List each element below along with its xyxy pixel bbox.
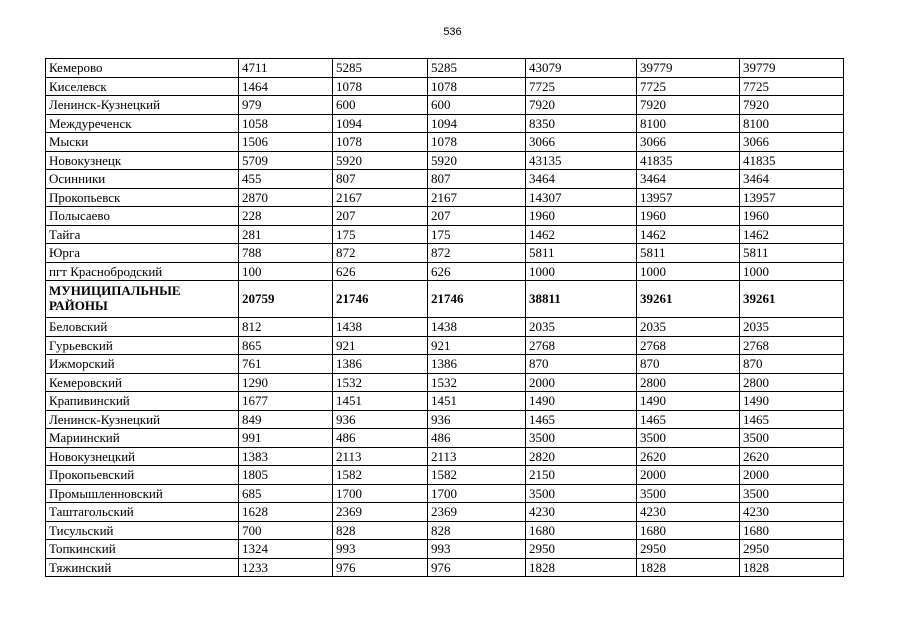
table-row xyxy=(46,244,844,263)
value-cell: 1680 xyxy=(526,521,637,540)
value-cell: 921 xyxy=(428,336,526,355)
value-cell: 936 xyxy=(428,410,526,429)
value-cell: 1532 xyxy=(333,373,428,392)
value-cell: 4230 xyxy=(637,503,740,522)
row-name-cell: Прокопьевск xyxy=(46,188,239,207)
table-row xyxy=(46,355,844,374)
value-cell: 39779 xyxy=(637,59,740,78)
value-cell: 3066 xyxy=(637,133,740,152)
value-cell: 872 xyxy=(428,244,526,263)
page-number: 536 xyxy=(443,26,462,38)
value-cell: 700 xyxy=(239,521,333,540)
value-cell: 13957 xyxy=(637,188,740,207)
value-cell: 812 xyxy=(239,318,333,337)
value-cell: 2167 xyxy=(428,188,526,207)
value-cell: 1960 xyxy=(637,207,740,226)
value-cell: 870 xyxy=(740,355,844,374)
row-name-cell: Междуреченск xyxy=(46,114,239,133)
row-name-cell: Ленинск-Кузнецкий xyxy=(46,96,239,115)
value-cell: 3066 xyxy=(740,133,844,152)
value-cell: 486 xyxy=(428,429,526,448)
value-cell: 1386 xyxy=(333,355,428,374)
value-cell: 921 xyxy=(333,336,428,355)
value-cell: 1386 xyxy=(428,355,526,374)
value-cell: 1960 xyxy=(740,207,844,226)
value-cell: 2950 xyxy=(740,540,844,559)
value-cell: 1058 xyxy=(239,114,333,133)
value-cell: 2167 xyxy=(333,188,428,207)
value-cell: 7725 xyxy=(740,77,844,96)
table-row xyxy=(46,410,844,429)
value-cell: 2950 xyxy=(637,540,740,559)
value-cell: 1490 xyxy=(740,392,844,411)
row-name-cell: Юрга xyxy=(46,244,239,263)
value-cell: 2113 xyxy=(333,447,428,466)
row-name-cell: МУНИЦИПАЛЬНЫЕ РАЙОНЫ xyxy=(46,281,239,318)
value-cell: 1438 xyxy=(333,318,428,337)
value-cell: 2800 xyxy=(637,373,740,392)
value-cell: 38811 xyxy=(526,281,637,318)
table-row xyxy=(46,521,844,540)
value-cell: 1960 xyxy=(526,207,637,226)
row-name-cell: Мыски xyxy=(46,133,239,152)
table-row xyxy=(46,336,844,355)
value-cell: 2035 xyxy=(740,318,844,337)
value-cell: 1465 xyxy=(740,410,844,429)
value-cell: 626 xyxy=(428,262,526,281)
value-cell: 5920 xyxy=(333,151,428,170)
value-cell: 2620 xyxy=(740,447,844,466)
value-cell: 849 xyxy=(239,410,333,429)
value-cell: 2035 xyxy=(526,318,637,337)
value-cell: 1700 xyxy=(428,484,526,503)
row-name-cell: Полысаево xyxy=(46,207,239,226)
row-name-cell: Прокопьевский xyxy=(46,466,239,485)
value-cell: 7725 xyxy=(637,77,740,96)
value-cell: 41835 xyxy=(740,151,844,170)
value-cell: 8100 xyxy=(637,114,740,133)
value-cell: 3464 xyxy=(740,170,844,189)
row-name-cell: Ижморский xyxy=(46,355,239,374)
value-cell: 828 xyxy=(428,521,526,540)
value-cell: 991 xyxy=(239,429,333,448)
value-cell: 39261 xyxy=(740,281,844,318)
value-cell: 2870 xyxy=(239,188,333,207)
value-cell: 207 xyxy=(333,207,428,226)
value-cell: 2768 xyxy=(526,336,637,355)
value-cell: 3500 xyxy=(637,484,740,503)
value-cell: 1451 xyxy=(333,392,428,411)
value-cell: 1805 xyxy=(239,466,333,485)
value-cell: 600 xyxy=(333,96,428,115)
value-cell: 1828 xyxy=(526,558,637,577)
table-row xyxy=(46,540,844,559)
table-row xyxy=(46,392,844,411)
value-cell: 872 xyxy=(333,244,428,263)
value-cell: 4230 xyxy=(740,503,844,522)
value-cell: 993 xyxy=(333,540,428,559)
value-cell: 865 xyxy=(239,336,333,355)
value-cell: 2620 xyxy=(637,447,740,466)
value-cell: 600 xyxy=(428,96,526,115)
value-cell: 3500 xyxy=(740,484,844,503)
row-name-cell: Промышленновский xyxy=(46,484,239,503)
table-row xyxy=(46,188,844,207)
value-cell: 1680 xyxy=(740,521,844,540)
row-name-cell: Киселевск xyxy=(46,77,239,96)
value-cell: 870 xyxy=(526,355,637,374)
value-cell: 2800 xyxy=(740,373,844,392)
value-cell: 2950 xyxy=(526,540,637,559)
row-name-cell: Беловский xyxy=(46,318,239,337)
table-row xyxy=(46,373,844,392)
table-group-row xyxy=(46,281,844,318)
value-cell: 1464 xyxy=(239,77,333,96)
value-cell: 3464 xyxy=(526,170,637,189)
value-cell: 1462 xyxy=(526,225,637,244)
value-cell: 2369 xyxy=(428,503,526,522)
value-cell: 3500 xyxy=(526,429,637,448)
value-cell: 4230 xyxy=(526,503,637,522)
table-body xyxy=(46,59,844,577)
value-cell: 1000 xyxy=(637,262,740,281)
value-cell: 626 xyxy=(333,262,428,281)
value-cell: 685 xyxy=(239,484,333,503)
table-row xyxy=(46,262,844,281)
row-name-cell: Кемеровский xyxy=(46,373,239,392)
value-cell: 39779 xyxy=(740,59,844,78)
table-row xyxy=(46,207,844,226)
value-cell: 1680 xyxy=(637,521,740,540)
table-row xyxy=(46,503,844,522)
table-row xyxy=(46,558,844,577)
value-cell: 1383 xyxy=(239,447,333,466)
row-name-cell: Ленинск-Кузнецкий xyxy=(46,410,239,429)
value-cell: 979 xyxy=(239,96,333,115)
value-cell: 1465 xyxy=(637,410,740,429)
value-cell: 1078 xyxy=(428,77,526,96)
value-cell: 7920 xyxy=(526,96,637,115)
value-cell: 1078 xyxy=(428,133,526,152)
table-row xyxy=(46,133,844,152)
table-row xyxy=(46,77,844,96)
value-cell: 1506 xyxy=(239,133,333,152)
value-cell: 41835 xyxy=(637,151,740,170)
value-cell: 2768 xyxy=(740,336,844,355)
table-row xyxy=(46,114,844,133)
value-cell: 936 xyxy=(333,410,428,429)
value-cell: 2000 xyxy=(740,466,844,485)
value-cell: 1290 xyxy=(239,373,333,392)
table-row xyxy=(46,151,844,170)
value-cell: 4711 xyxy=(239,59,333,78)
value-cell: 207 xyxy=(428,207,526,226)
row-name-cell: Тайга xyxy=(46,225,239,244)
value-cell: 1078 xyxy=(333,133,428,152)
row-name-cell: Крапивинский xyxy=(46,392,239,411)
value-cell: 1233 xyxy=(239,558,333,577)
value-cell: 43135 xyxy=(526,151,637,170)
value-cell: 228 xyxy=(239,207,333,226)
value-cell: 20759 xyxy=(239,281,333,318)
table-row xyxy=(46,59,844,78)
value-cell: 21746 xyxy=(428,281,526,318)
value-cell: 281 xyxy=(239,225,333,244)
value-cell: 1000 xyxy=(740,262,844,281)
value-cell: 2000 xyxy=(526,373,637,392)
value-cell: 1094 xyxy=(428,114,526,133)
value-cell: 5709 xyxy=(239,151,333,170)
data-table xyxy=(45,58,844,577)
value-cell: 3500 xyxy=(740,429,844,448)
row-name-cell: Тисульский xyxy=(46,521,239,540)
table-row xyxy=(46,96,844,115)
value-cell: 5811 xyxy=(637,244,740,263)
table-row xyxy=(46,429,844,448)
value-cell: 1438 xyxy=(428,318,526,337)
row-name-cell: Новокузнецкий xyxy=(46,447,239,466)
table-row xyxy=(46,447,844,466)
value-cell: 1828 xyxy=(740,558,844,577)
value-cell: 828 xyxy=(333,521,428,540)
row-name-cell: Топкинский xyxy=(46,540,239,559)
value-cell: 486 xyxy=(333,429,428,448)
value-cell: 2000 xyxy=(637,466,740,485)
value-cell: 7920 xyxy=(740,96,844,115)
value-cell: 1582 xyxy=(428,466,526,485)
value-cell: 3500 xyxy=(526,484,637,503)
value-cell: 1490 xyxy=(526,392,637,411)
row-name-cell: Кемерово xyxy=(46,59,239,78)
value-cell: 1532 xyxy=(428,373,526,392)
table-row xyxy=(46,466,844,485)
value-cell: 1324 xyxy=(239,540,333,559)
value-cell: 21746 xyxy=(333,281,428,318)
value-cell: 1462 xyxy=(637,225,740,244)
table-row xyxy=(46,484,844,503)
value-cell: 1451 xyxy=(428,392,526,411)
value-cell: 8350 xyxy=(526,114,637,133)
value-cell: 2768 xyxy=(637,336,740,355)
value-cell: 1000 xyxy=(526,262,637,281)
value-cell: 1677 xyxy=(239,392,333,411)
value-cell: 1078 xyxy=(333,77,428,96)
value-cell: 807 xyxy=(333,170,428,189)
value-cell: 3066 xyxy=(526,133,637,152)
value-cell: 807 xyxy=(428,170,526,189)
row-name-cell: Тяжинский xyxy=(46,558,239,577)
row-name-cell: Таштагольский xyxy=(46,503,239,522)
value-cell: 39261 xyxy=(637,281,740,318)
value-cell: 5811 xyxy=(740,244,844,263)
value-cell: 2150 xyxy=(526,466,637,485)
table-row xyxy=(46,318,844,337)
value-cell: 993 xyxy=(428,540,526,559)
value-cell: 455 xyxy=(239,170,333,189)
value-cell: 870 xyxy=(637,355,740,374)
value-cell: 1828 xyxy=(637,558,740,577)
value-cell: 788 xyxy=(239,244,333,263)
value-cell: 100 xyxy=(239,262,333,281)
row-name-cell: Гурьевский xyxy=(46,336,239,355)
value-cell: 2369 xyxy=(333,503,428,522)
row-name-cell: Новокузнецк xyxy=(46,151,239,170)
value-cell: 3500 xyxy=(637,429,740,448)
value-cell: 13957 xyxy=(740,188,844,207)
value-cell: 5811 xyxy=(526,244,637,263)
value-cell: 175 xyxy=(333,225,428,244)
value-cell: 1628 xyxy=(239,503,333,522)
row-name-cell: Мариинский xyxy=(46,429,239,448)
value-cell: 43079 xyxy=(526,59,637,78)
row-name-cell: Осинники xyxy=(46,170,239,189)
value-cell: 2113 xyxy=(428,447,526,466)
value-cell: 5285 xyxy=(333,59,428,78)
value-cell: 976 xyxy=(333,558,428,577)
value-cell: 1465 xyxy=(526,410,637,429)
table-row xyxy=(46,170,844,189)
value-cell: 7725 xyxy=(526,77,637,96)
value-cell: 14307 xyxy=(526,188,637,207)
value-cell: 5285 xyxy=(428,59,526,78)
table-row xyxy=(46,225,844,244)
value-cell: 1462 xyxy=(740,225,844,244)
value-cell: 1700 xyxy=(333,484,428,503)
value-cell: 2035 xyxy=(637,318,740,337)
row-name-cell: пгт Краснобродский xyxy=(46,262,239,281)
value-cell: 1490 xyxy=(637,392,740,411)
value-cell: 175 xyxy=(428,225,526,244)
value-cell: 1094 xyxy=(333,114,428,133)
value-cell: 3464 xyxy=(637,170,740,189)
value-cell: 976 xyxy=(428,558,526,577)
value-cell: 761 xyxy=(239,355,333,374)
value-cell: 2820 xyxy=(526,447,637,466)
value-cell: 7920 xyxy=(637,96,740,115)
value-cell: 8100 xyxy=(740,114,844,133)
value-cell: 5920 xyxy=(428,151,526,170)
value-cell: 1582 xyxy=(333,466,428,485)
